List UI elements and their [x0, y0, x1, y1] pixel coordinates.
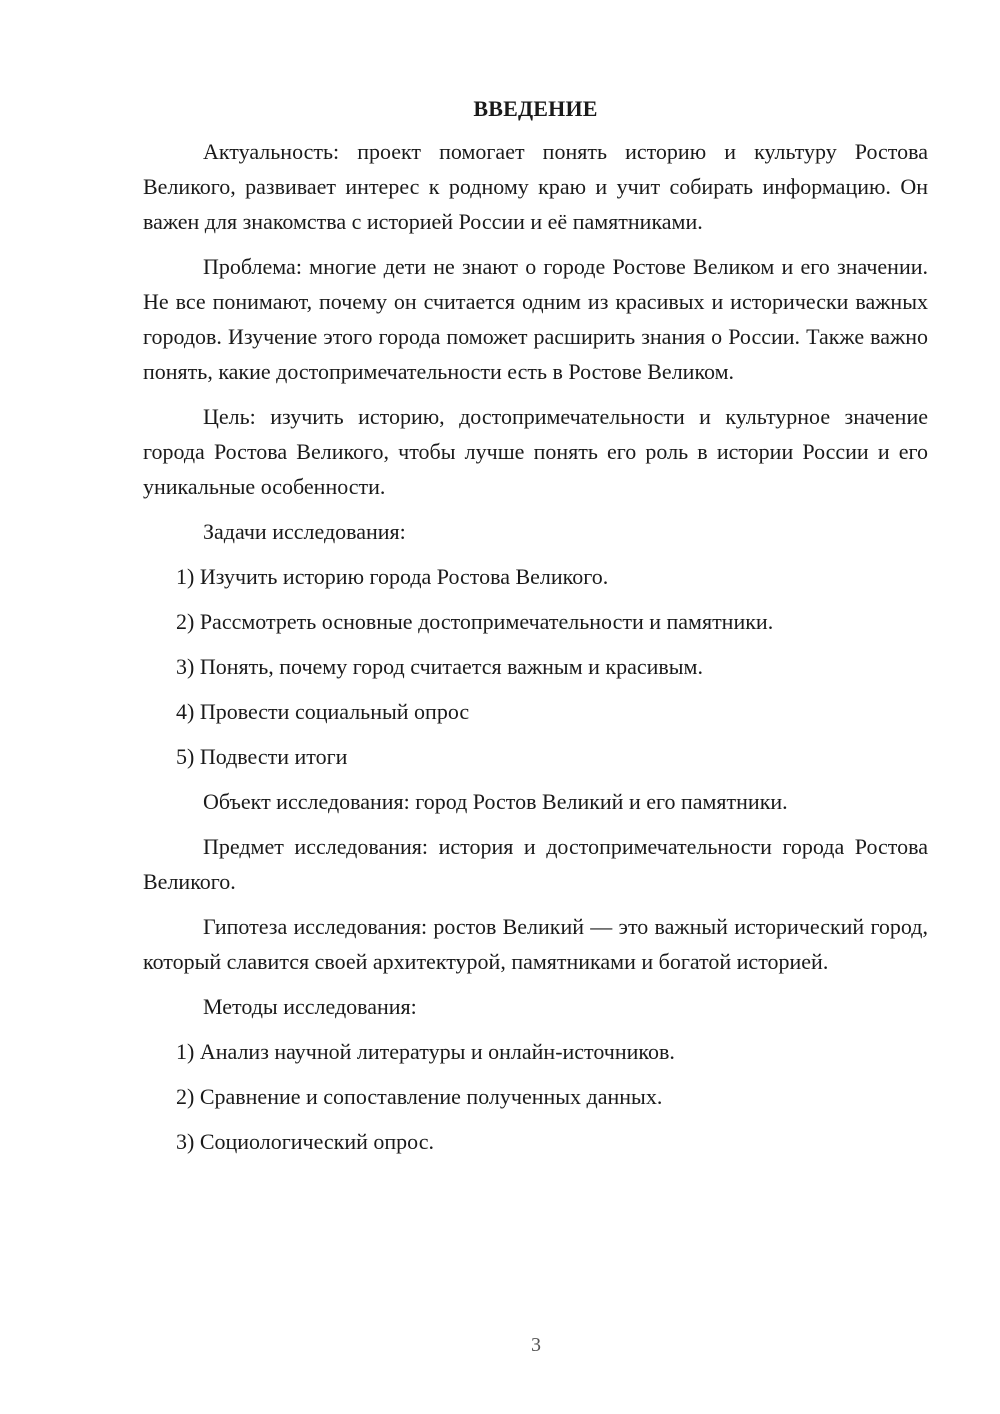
- page-title: ВВЕДЕНИЕ: [473, 96, 598, 121]
- task-item: 5) Подвести итоги: [176, 744, 348, 769]
- methods-heading: Методы исследования:: [203, 994, 417, 1019]
- task-item: 2) Рассмотреть основные достопримечательности и памятники.: [176, 609, 774, 634]
- object-paragraph: Объект исследования: город Ростов Великий и его памятники.: [203, 789, 788, 814]
- method-item: 1) Анализ научной литературы и онлайн-источников.: [176, 1039, 675, 1064]
- task-item: 4) Провести социальный опрос: [176, 699, 470, 724]
- problem-paragraph: Проблема: многие дети не знают о городе Ростове Великом и его значении. Не все понимают, почему он считается одним из красивых и исторически важных городов. Изучение этого города поможет расширить знания о России. Также важно понять, какие достопримечательности есть в Ростове Великом.: [143, 254, 928, 384]
- page-number: 3: [531, 1334, 541, 1356]
- goal-paragraph: Цель: изучить историю, достопримечательности и культурное значение города Ростова Великого, чтобы лучше понять его роль в истории России и его уникальные особенности.: [143, 404, 928, 499]
- task-item: 3) Понять, почему город считается важным и красивым.: [176, 654, 703, 679]
- method-item: 3) Социологический опрос.: [176, 1129, 434, 1154]
- method-item: 2) Сравнение и сопоставление полученных данных.: [176, 1084, 663, 1109]
- page-content: [143, 96, 928, 1169]
- hypothesis-paragraph: Гипотеза исследования: ростов Великий — это важный исторический город, который славится своей архитектурой, памятниками и богатой историей.: [143, 914, 928, 974]
- relevance-paragraph: Актуальность: проект помогает понять историю и культуру Ростова Великого, развивает интерес к родному краю и учит собирать информацию. Он важен для знакомства с историей России и её памятниками.: [143, 139, 928, 234]
- tasks-heading: Задачи исследования:: [203, 519, 406, 544]
- subject-paragraph: Предмет исследования: история и достопримечательности города Ростова Великого.: [143, 834, 928, 894]
- task-item: 1) Изучить историю города Ростова Великого.: [176, 564, 609, 589]
